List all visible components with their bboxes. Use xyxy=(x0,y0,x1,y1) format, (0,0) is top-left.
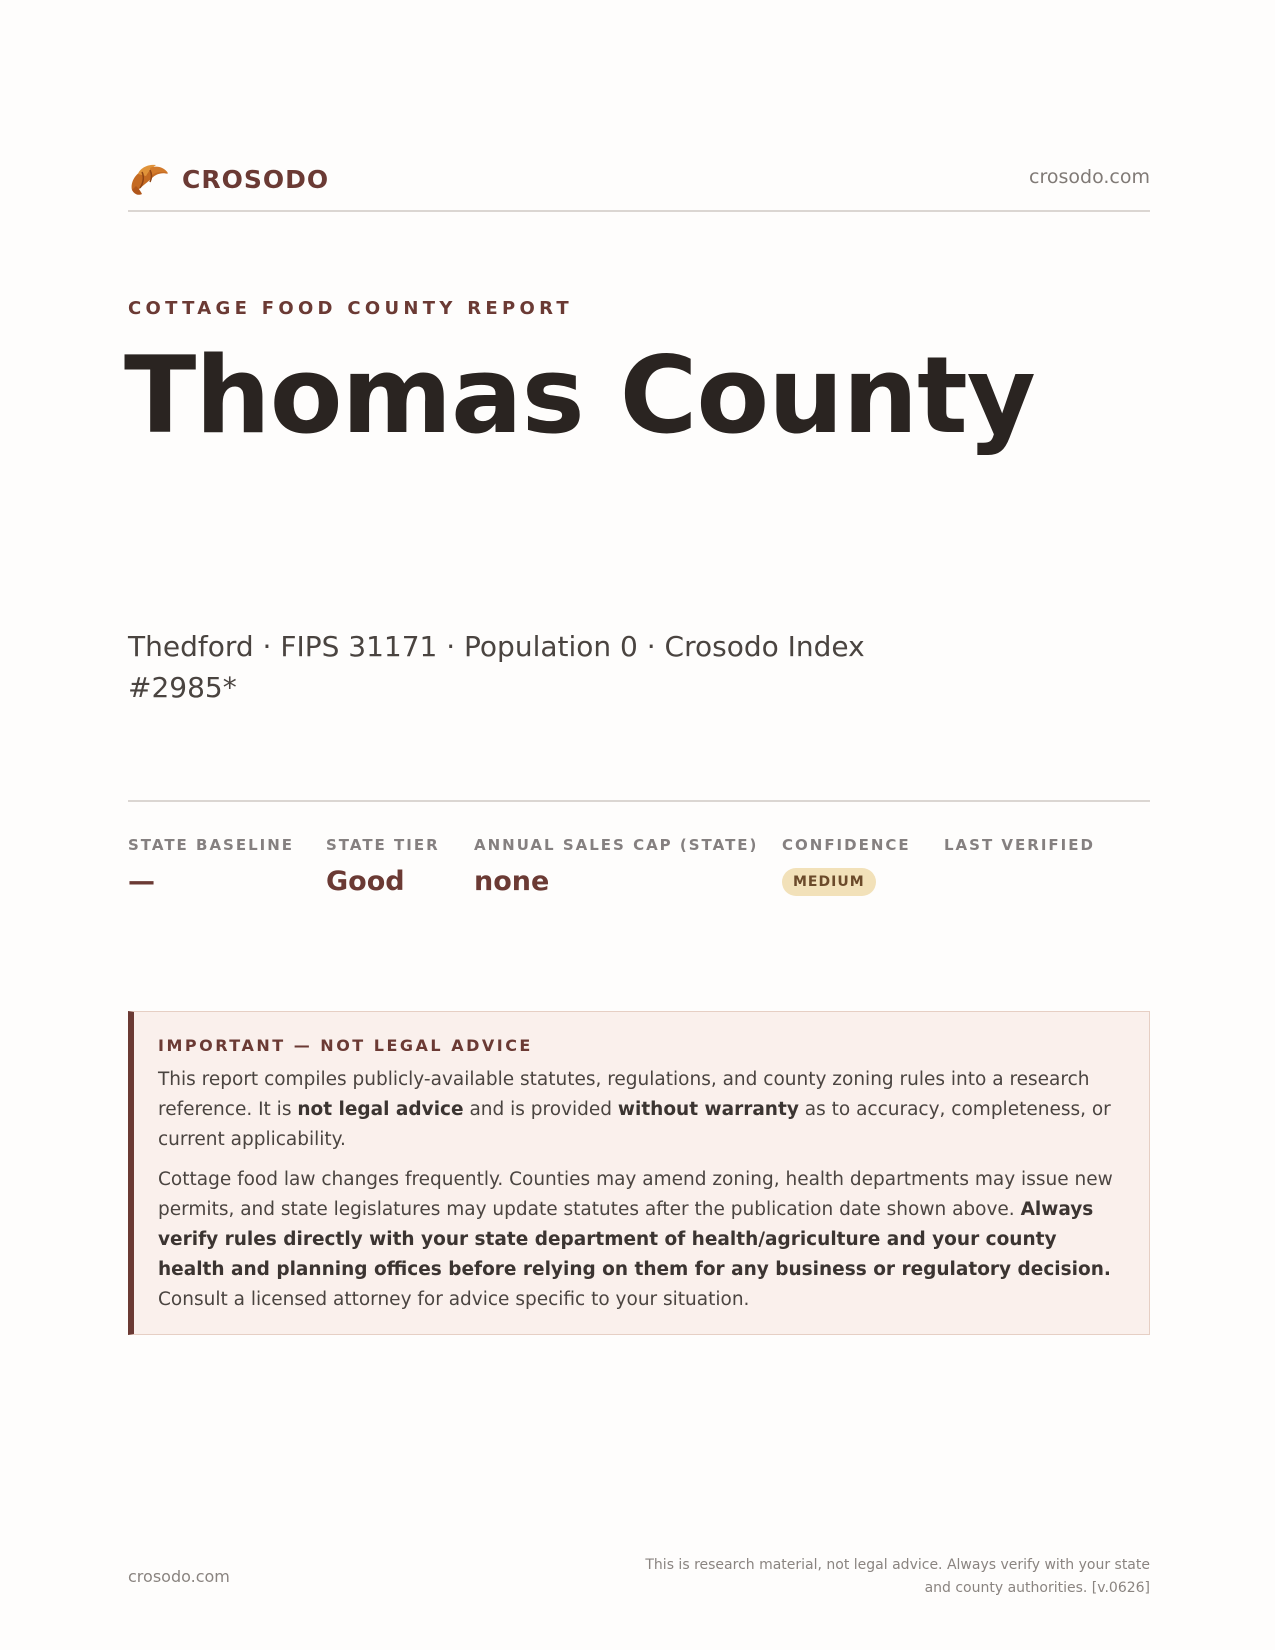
notice-paragraph xyxy=(158,1165,1127,1315)
stat-state-baseline xyxy=(128,836,294,897)
notice-title: IMPORTANT — NOT LEGAL ADVICE xyxy=(158,1036,533,1055)
footer-disclaimer xyxy=(630,1554,1150,1600)
stat-last-verified xyxy=(944,836,1095,866)
stat-confidence xyxy=(782,836,911,896)
stat-annual-sales-cap xyxy=(474,836,758,897)
notice-text: as to accuracy, completeness, or current applicability. xyxy=(158,1099,1111,1150)
legal-notice xyxy=(128,1011,1150,1335)
notice-text: Consult a licensed attorney for advice specific to your situation. xyxy=(158,1289,750,1310)
page-header xyxy=(128,160,1150,206)
notice-paragraph xyxy=(158,1065,1127,1155)
notice-emphasis: not legal advice xyxy=(297,1099,464,1120)
stats-divider xyxy=(128,800,1150,802)
stat-label: ANNUAL SALES CAP (STATE) xyxy=(474,836,759,854)
stat-value: Good xyxy=(326,866,405,897)
header-divider xyxy=(128,210,1150,212)
page-title: Thomas County xyxy=(124,334,1035,457)
notice-text: Cottage food law changes frequently. Counties may amend zoning, health departments may issue new permits, and state legislatures may update statutes after the publication date shown above. xyxy=(158,1169,1113,1220)
notice-emphasis: without warranty xyxy=(617,1099,799,1120)
stat-value: none xyxy=(474,866,550,897)
confidence-badge: MEDIUM xyxy=(782,868,876,896)
footer-disclaimer-line: This is research material, not legal advice. Always verify with your state xyxy=(645,1557,1150,1573)
notice-emphasis: Always verify rules directly with your state department of health/agriculture and your county health and planning offices before relying on them for any business or regulatory decision. xyxy=(158,1199,1111,1280)
brand-name: CROSODO xyxy=(182,164,330,194)
stat-label: STATE BASELINE xyxy=(128,836,295,854)
footer-disclaimer-line: and county authorities. [v.0626] xyxy=(924,1580,1150,1596)
footer-site-link[interactable]: crosodo.com xyxy=(128,1567,230,1586)
brand xyxy=(128,160,329,198)
notice-text: This report compiles publicly-available statutes, regulations, and county zoning rules into a research reference. It is xyxy=(158,1069,1090,1120)
county-subtitle: Thedford · FIPS 31171 · Population 0 · Crosodo Index #2985* xyxy=(128,630,865,704)
header-site-link[interactable]: crosodo.com xyxy=(1029,166,1150,188)
report-eyebrow: COTTAGE FOOD COUNTY REPORT xyxy=(128,298,574,319)
stat-label: CONFIDENCE xyxy=(782,836,911,854)
notice-text: and is provided xyxy=(463,1099,618,1120)
stat-value: — xyxy=(128,866,155,897)
croissant-icon xyxy=(128,160,170,198)
stat-label: STATE TIER xyxy=(326,836,440,854)
stat-state-tier xyxy=(326,836,440,897)
stat-label: LAST VERIFIED xyxy=(944,836,1095,854)
report-page xyxy=(124,0,1150,1650)
